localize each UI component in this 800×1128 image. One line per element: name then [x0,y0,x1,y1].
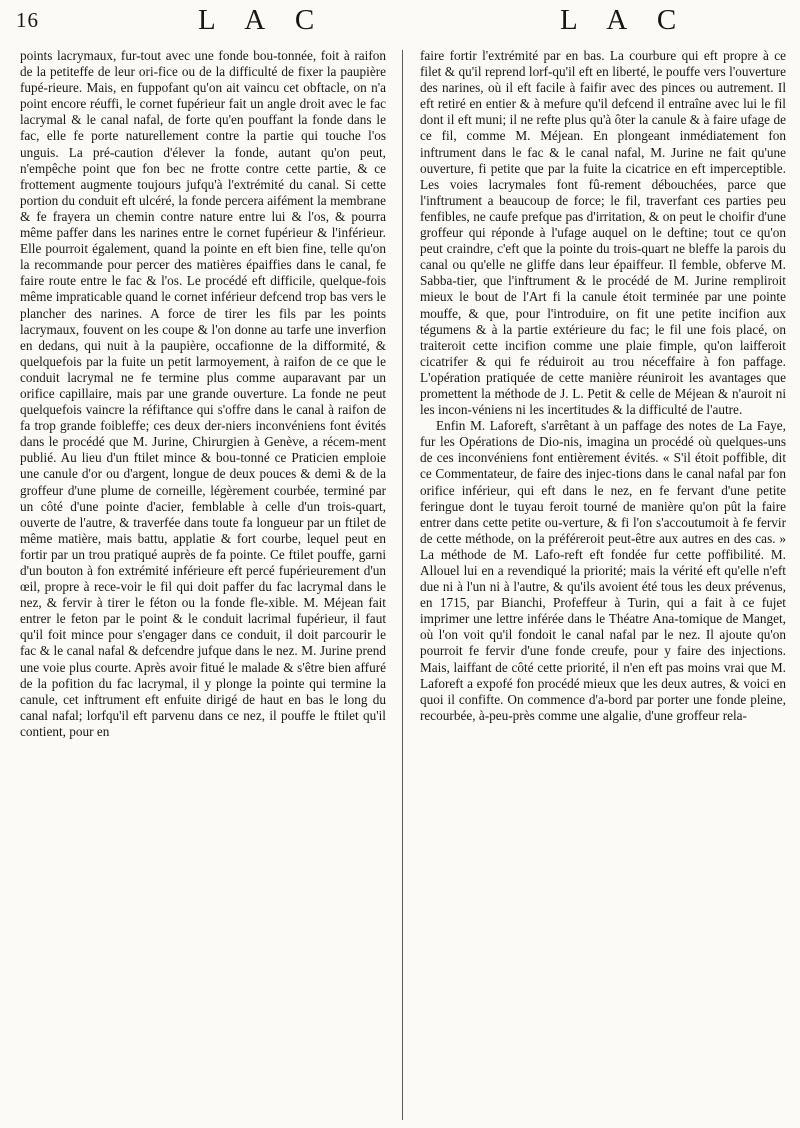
right-text-column [420,48,786,724]
paragraph: points lacrymaux, fur-tout avec une fonde bou-tonnée, foit à raifon de la petiteffe de leur ori-fice ou de la difficulté de fixer la paupière fupé-rieure. Mais, en fuppofant qu'on ait vaincu cet obftacle, on n'a point encore réuffi, le cornet fupérieur fait un angle droit avec le fac lacrymal & le canal nafal, de forte qu'en pouffant la fonde dans le fac, elle fe porte naturellement contre la partie qui touche l'os unguis. La pré-caution d'élever la fonde, autant qu'on peut, n'empêche point que fon bec ne frotte contre cette partie, & ce frottement augmente toujours jufqu'à l'extrémité du canal. Si cette portion du conduit eft ulcéré, la fonde percera aifément la membrane & fe frayera un chemin contre nature entre lui & l'os, & pourra même paffer dans les narines entre le cornet fupérieur & l'inférieur. Elle pourroit également, quand la pointe en eft bien fine, telle qu'on la recommande pour percer des matières épaiffies dans le canal, fe faire route entre le fac & l'os. Le procédé eft difficile, quelque-fois même impraticable quand le cornet inférieur defcend trop bas vers le plancher des narines. A force de tirer les fils par les points lacrymaux, fouvent on les coupe & l'on donne au tarfe une inverfion en dedans, qui nuit à la paupière, occafionne de la difformité, & quelquefois par la fuite un petit larmoyement, à raifon de ce que le conduit lacrymal ne fe termine plus comme auparavant par un orifice capillaire, mais par une grande ouverture. La fonde ne peut quelquefois vaincre la réfiftance qui s'offre dans le canal à raifon de fa trop grande foibleffe; ces deux der-niers inconvéniens font évités dans le procédé que M. Jurine, Chirurgien à Genève, a récem-ment publié. Au lieu d'un ftilet mince & bou-tonné ce Praticien emploie une canule d'or ou d'argent, longue de deux pouces & demi & de la groffeur d'une plume de corneille, légèrement courbée, terminé par un côté d'une pointe d'acier, femblable à celle d'un trois-quart, ouverte de l'autre, & traverfée dans toute fa longueur par un ftilet de même matière, mais battu, applatie & fort courbe, lequel peut en fortir par un trou pratiqué auprès de fa pointe. Ce ftilet pouffe, garni d'un bouton à fon extrémité inférieure eft percé fupérieurement d'un œil, propre à rece-voir le fil qui doit paffer du fac lacrymal dans le nez, & fervir à tirer le féton ou la fonde fle-xible. M. Méjean fait entrer le feton par le point & le conduit lacrimal fupérieur, il faut qu'il foit mince pour s'engager dans ce conduit, il doit parcourir le fac & le canal nafal & defcendre jufque dans le nez. M. Jurine prend une voie plus courte. Après avoir fitué le malade & s'être bien affuré de la pofition du fac lacrymal, il y plonge la pointe qui termine la canule, cet inftrument eft enfuite dirigé de haut en bas le long du canal nafal; lorfqu'il eft parvenu dans ce nez, il pouffe le ftilet qu'il contient, pour en [20,48,386,739]
left-text-column [20,48,386,740]
column-divider [402,50,403,1120]
paragraph: faire fortir l'extrémité par en bas. La courbure qui eft propre à ce filet & qu'il reprend lorf-qu'il eft en liberté, le pouffe vers l'ouverture des narines, où il eft facile à faifir avec des pinces ou autrement. Il eft retiré en entier & à mefure qu'il defcend il entraîne avec lui le fil dont il eft muni; il ne refte plus qu'à ôter la canule & à faire ufage de ce fil, comme M. Méjean. En plongeant inmédiatement fon inftrument dans le fac & le canal nafal, M. Jurine ne fait qu'une ouverture, fi petite que par la fuite la cicatrice en eft imperceptible. Les voies lacrymales font fû-rement débouchées, parce que l'inftrument a beaucoup de force; le fil, traverfant ces parties peu fenfibles, ne caufe prefque pas d'irritation, & on peut le choifir d'une groffeur qui réponde à l'ufage auquel on le deftine; tout ce qu'on peut craindre, c'eft que la pointe du trois-quart ne bleffe la parois du canal ou qu'elle ne gliffe dans leur épaiffeur. Il femble, obferve M. Sabba-tier, que l'inftrument & le procédé de M. Jurine rempliroit mieux le bout de l'Art fi la canule étoit terminée par une pointe mouffe, & que, pour l'introduire, on fit une petite incifion aux tégumens & à la partie extérieure du fac; le fil une fois placé, on traiteroit cette incifion comme une plaie fimple, qu'on laifferoit cicatrifer & qui fe réduiroit au trou néceffaire à fon paffage. L'opération pratiquée de cette manière réuniroit les avantages que promettent la méthode de J. L. Petit & celle de Méjean & n'auroit ni les incon-véniens ni les incertitudes & la difficulté de l'autre. [420,48,786,418]
page-number: 16 [16,8,39,32]
running-head-left: L A C [198,4,327,36]
paragraph: Enfin M. Laforeft, s'arrêtant à un paffage des notes de La Faye, fur les Opérations de Dio-nis, imagina un procédé où quelques-uns de ces inconvéniens font entièrement évités. « S'il étoit poffible, dit ce Commentateur, de faire des injec-tions dans le canal nafal par fon orifice inférieur, qui eft dans le nez, en fe fervant d'une petite feringue dont le tuyau feroit tourné de manière qu'on pût la faire entrer dans cette petite ou-verture, & fi l'on s'accoutumoit à fe fervir de cette méthode, on la préféreroit peut-être aux autres en des cas. » La méthode de M. Lafo-reft eft fondée fur cette poffibilité. M. Allouel lui en a revendiqué la priorité; mais la vérité eft qu'elle n'eft due ni à l'un ni à l'autre, & qu'ils avoient été tous les deux prévenus, en 1715, par Bianchi, Profeffeur à Turin, qui a fait à ce fujet imprimer une lettre inférée dans le Théatre Ana-tomique de Manget, où l'on voit qu'il fondoit le canal nafal par le nez. Il ajoute qu'on pourroit fe fervir d'une fonde creufe, pour y faire des injections. Mais, laiffant de côté cette priorité, il n'en eft pas moins vrai que M. Laforeft a expofé fon procédé mieux que les deux autres, & voici en quoi il confifte. On commence d'a-bord par porter une fonde pleine, recourbée, à-peu-près comme une algalie, d'une groffeur rela- [420,418,786,723]
running-head-right: L A C [560,4,689,36]
